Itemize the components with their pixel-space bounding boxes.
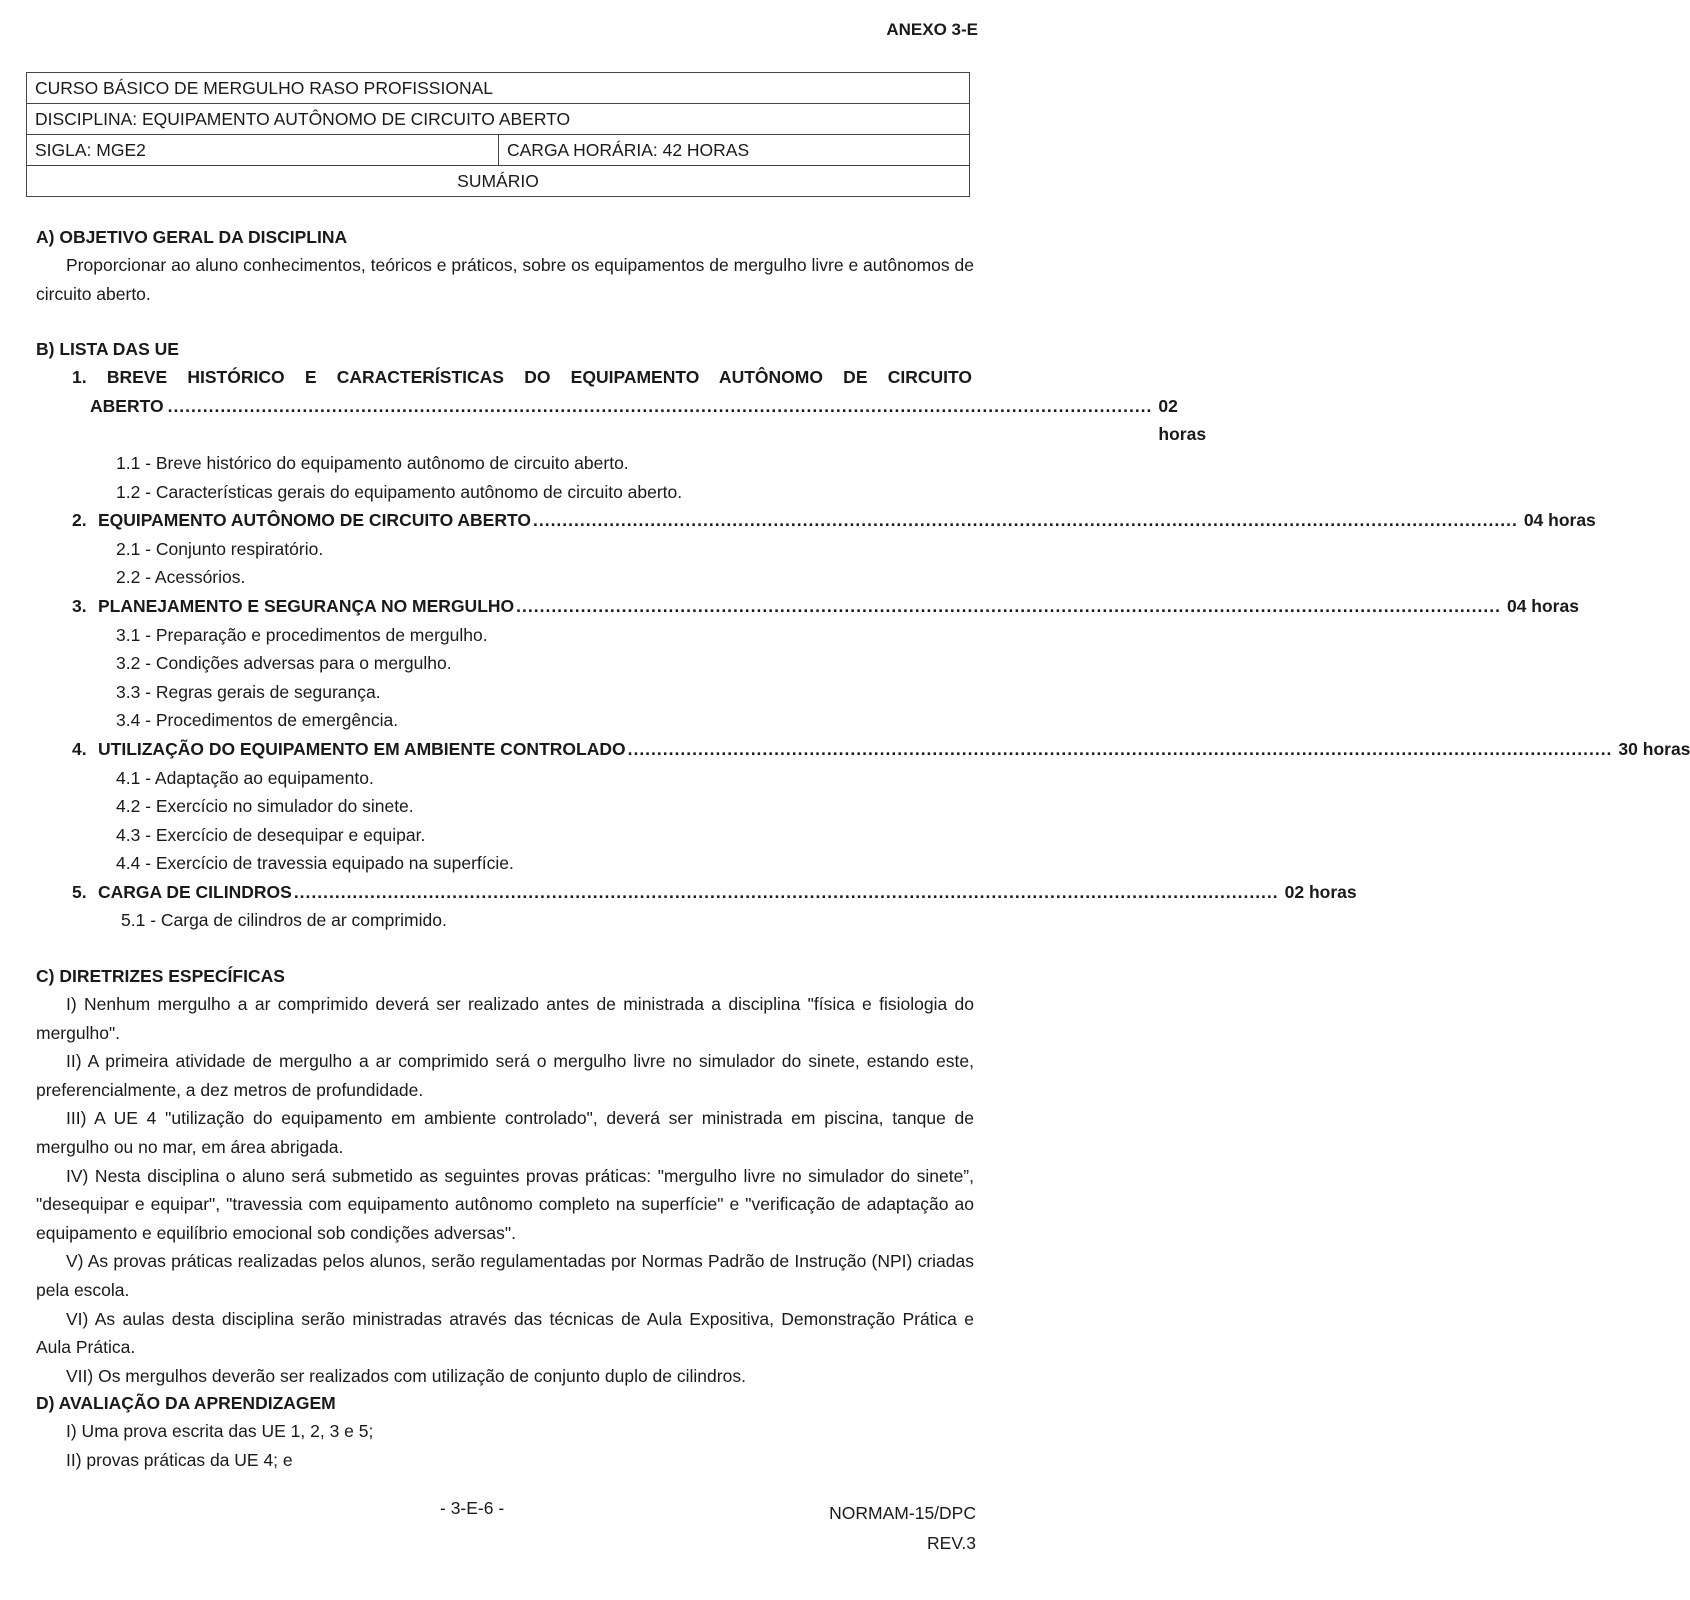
unit-3-sub-1: 3.1 - Preparação e procedimentos de mergulho.	[116, 624, 488, 645]
unit-5-title: CARGA DE CILINDROS	[98, 881, 292, 902]
unit-4-sub-2: 4.2 - Exercício no simulador do sinete.	[116, 796, 414, 817]
footer-norm	[829, 1498, 976, 1558]
section-a-title: A) OBJETIVO GERAL DA DISCIPLINA	[36, 227, 348, 247]
unit-4-sub-4: 4.4 - Exercício de travessia equipado na superfície.	[116, 853, 514, 874]
discipline-name: DISCIPLINA: EQUIPAMENTO AUTÔNOMO DE CIRCUITO ABERTO	[27, 104, 970, 135]
discipline-code: SIGLA: MGE2	[27, 135, 499, 166]
evaluation-2: II) provas práticas da UE 4; e	[66, 1449, 293, 1470]
unit-1-title-cont: ABERTO	[90, 395, 164, 416]
unit-3-sub-2: 3.2 - Condições adversas para o mergulho.	[116, 653, 452, 674]
guideline-5: V) As provas práticas realizadas pelos alunos, serão regulamentadas por Normas Padrão de Instrução (NPI) criadas pela escola.	[36, 1251, 974, 1300]
unit-2-hours: 04 horas	[1523, 510, 1596, 531]
unit-3-sub-3: 3.3 - Regras gerais de segurança.	[116, 681, 381, 702]
unit-3-title: PLANEJAMENTO E SEGURANÇA NO MERGULHO	[98, 595, 515, 616]
unit-1-sub-1: 1.1 - Breve histórico do equipamento autônomo de circuito aberto.	[116, 452, 629, 473]
unit-4-sub-3: 4.3 - Exercício de desequipar e equipar.	[116, 824, 426, 845]
guideline-3: III) A UE 4 "utilização do equipamento em ambiente controlado", deverá ser ministrada em piscina, tanque de mergulho ou no mar, em área abrigada.	[36, 1108, 974, 1158]
guideline-6: VI) As aulas desta disciplina serão ministradas através das técnicas de Aula Expositiva, Demonstração Prática e Aula Prática.	[36, 1308, 974, 1358]
guideline-1: I) Nenhum mergulho a ar comprimido deverá ser realizado antes de ministrada a disciplina "física e fisiologia do mergulho".	[36, 994, 974, 1043]
unit-4-sub-1: 4.1 - Adaptação ao equipamento.	[116, 767, 374, 788]
unit-1-hours: 02 horas	[1158, 395, 1207, 445]
guideline-2: II) A primeira atividade de mergulho a ar comprimido será o mergulho livre no simulador do sinete, estando este, preferencialmente, a dez metros de profundidade.	[36, 1051, 974, 1100]
unit-3-sub-4: 3.4 - Procedimentos de emergência.	[116, 710, 399, 731]
unit-1-sub-2: 1.2 - Características gerais do equipamento autônomo de circuito aberto.	[116, 481, 683, 502]
unit-2-sub-1: 2.1 - Conjunto respiratório.	[116, 538, 324, 559]
unit-4-hours: 30 horas	[1618, 738, 1690, 759]
evaluation-1: I) Uma prova escrita das UE 1, 2, 3 e 5;	[66, 1421, 374, 1442]
unit-2-title: EQUIPAMENTO AUTÔNOMO DE CIRCUITO ABERTO	[98, 510, 531, 531]
section-d-title: D) AVALIAÇÃO DA APRENDIZAGEM	[36, 1393, 336, 1414]
revision: REV.3	[927, 1533, 976, 1553]
document-body	[36, 224, 1690, 1475]
unit-2-sub-2: 2.2 - Acessórios.	[116, 567, 246, 588]
unit-2: 2. EQUIPAMENTO AUTÔNOMO DE CIRCUITO ABERTO ........................................................................................................................................................................ 04 horas	[36, 506, 974, 535]
summary-label: SUMÁRIO	[27, 166, 970, 197]
course-header-table	[26, 72, 970, 197]
unit-4-title: UTILIZAÇÃO DO EQUIPAMENTO EM AMBIENTE CONTROLADO	[98, 738, 626, 759]
section-a-text: Proporcionar ao aluno conhecimentos, teóricos e práticos, sobre os equipamentos de mergulho livre e autônomos de circuito aberto.	[36, 255, 974, 304]
norm-code: NORMAM-15/DPC	[829, 1503, 976, 1523]
unit-1-title: BREVE HISTÓRICO E CARACTERÍSTICAS DO EQUIPAMENTO AUTÔNOMO DE CIRCUITO	[106, 367, 972, 388]
workload: CARGA HORÁRIA: 42 HORAS	[499, 135, 970, 166]
unit-5: 5. CARGA DE CILINDROS ........................................................................................................................................................................ 02 horas	[36, 878, 974, 907]
course-name: CURSO BÁSICO DE MERGULHO RASO PROFISSIONAL	[27, 73, 970, 104]
unit-1: 1. BREVE HISTÓRICO E CARACTERÍSTICAS DO EQUIPAMENTO AUTÔNOMO DE CIRCUITO ABERTO ........................................................................................................................................................................ 02 horas	[36, 363, 974, 449]
section-c-title: C) DIRETRIZES ESPECÍFICAS	[36, 966, 285, 987]
unit-5-hours: 02 horas	[1284, 881, 1357, 902]
unit-4: 4. UTILIZAÇÃO DO EQUIPAMENTO EM AMBIENTE CONTROLADO ........................................................................................................................................................................ 30 horas	[36, 735, 974, 764]
unit-3: 3. PLANEJAMENTO E SEGURANÇA NO MERGULHO ........................................................................................................................................................................ 04 horas	[36, 592, 974, 621]
section-b-title: B) LISTA DAS UE	[36, 339, 179, 360]
page-number: - 3-E-6 -	[440, 1498, 505, 1518]
guideline-7: VII) Os mergulhos deverão ser realizados com utilização de conjunto duplo de cilindros.	[66, 1365, 746, 1386]
guideline-4: IV) Nesta disciplina o aluno será submetido as seguintes provas práticas: "mergulho livre no simulador do sinete”, "desequipar e equipar", "travessia com equipamento autônomo completo na superfície" e "verificação de adaptação ao equipamento e equilíbrio emocional sob condições adversas".	[36, 1165, 974, 1243]
unit-5-sub-1: 5.1 - Carga de cilindros de ar comprimido.	[121, 910, 447, 931]
annex-label: ANEXO 3-E	[886, 20, 978, 39]
unit-3-hours: 04 horas	[1506, 595, 1579, 616]
